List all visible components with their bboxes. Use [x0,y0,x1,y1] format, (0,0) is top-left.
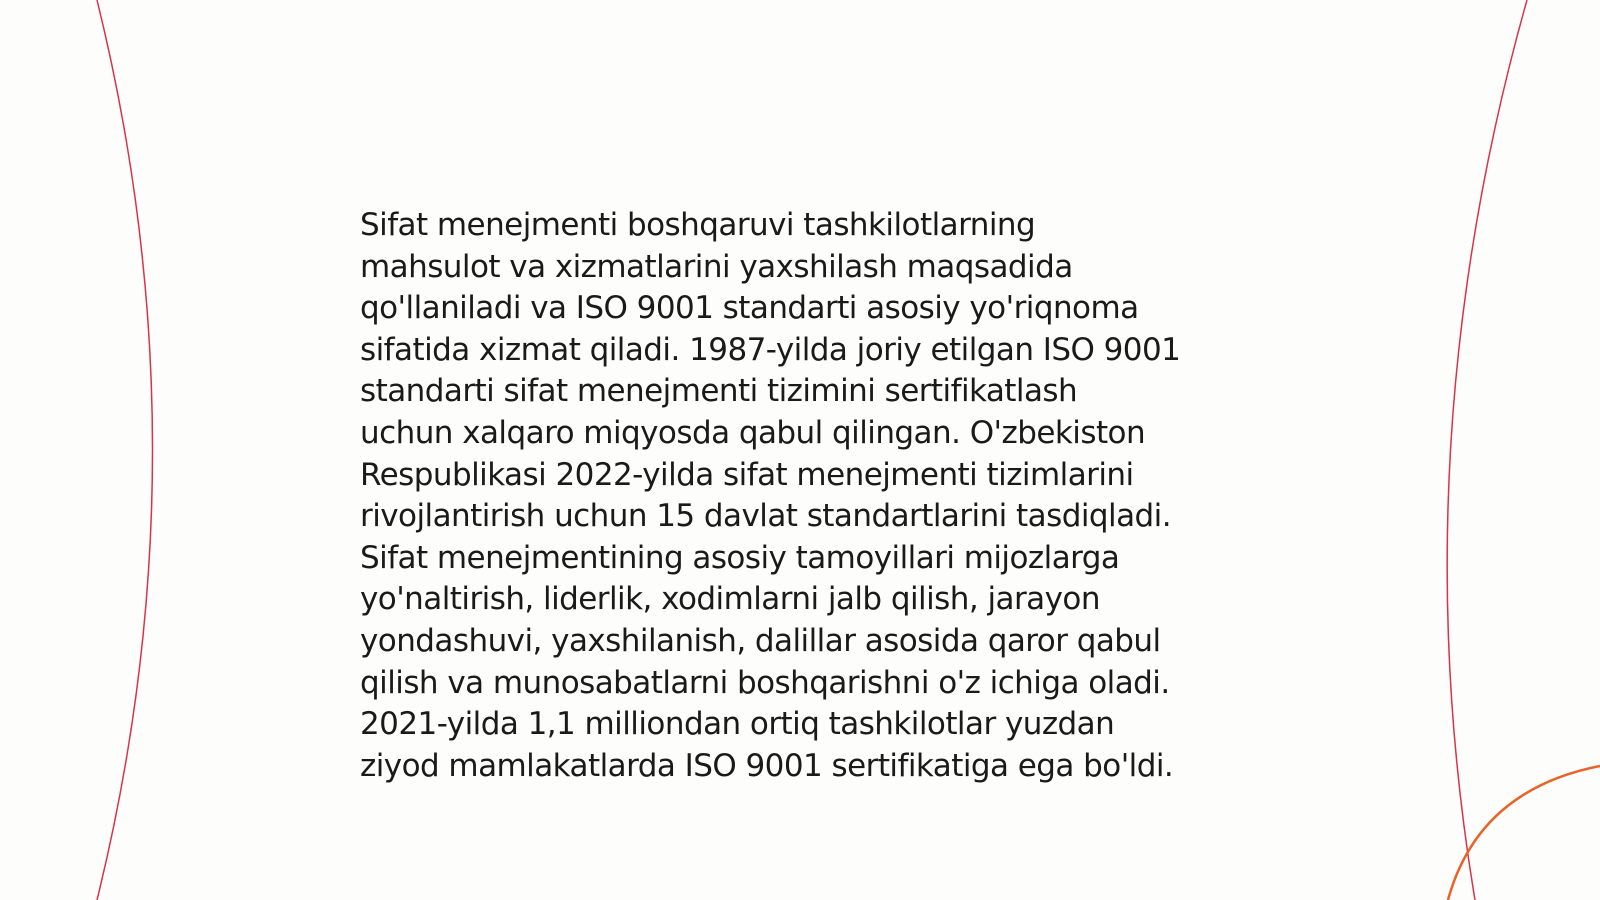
paragraph-line: ziyod mamlakatlarda ISO 9001 sertifikatiga ega bo'ldi. [360,747,1174,784]
paragraph-line: Respublikasi 2022-yilda sifat menejmenti tizimlarini [360,456,1134,493]
right-curve-line [1447,0,1527,900]
paragraph-line: sifatida xizmat qiladi. 1987-yilda joriy etilgan ISO 9001 [360,331,1181,368]
paragraph-line: Sifat menejmenti boshqaruvi tashkilotlarning [360,207,1036,243]
paragraph-line: Sifat menejmentining asosiy tamoyillari mijozlarga [360,539,1120,576]
paragraph-line: qilish va munosabatlarni boshqarishni o'z ichiga oladi. [360,664,1170,701]
left-curve-line [97,0,153,900]
paragraph-line: qo'llaniladi va ISO 9001 standarti asosiy yo'riqnoma [360,290,1139,327]
paragraph-line: 2021-yilda 1,1 milliondan ortiq tashkilotlar yuzdan [360,706,1115,743]
body-paragraph [360,205,1260,787]
orange-arc [1448,766,1600,900]
paragraph-line: yo'naltirish, liderlik, xodimlarni jalb qilish, jarayon [360,581,1100,618]
paragraph-line: rivojlantirish uchun 15 davlat standartlarini tasdiqladi. [360,498,1172,535]
paragraph-line: yondashuvi, yaxshilanish, dalillar asosida qaror qabul [360,622,1161,659]
paragraph-line: standarti sifat menejmenti tizimini sertifikatlash [360,373,1078,410]
paragraph-line: uchun xalqaro miqyosda qabul qilingan. O'zbekiston [360,414,1146,451]
paragraph-line: mahsulot va xizmatlarini yaxshilash maqsadida [360,248,1073,285]
